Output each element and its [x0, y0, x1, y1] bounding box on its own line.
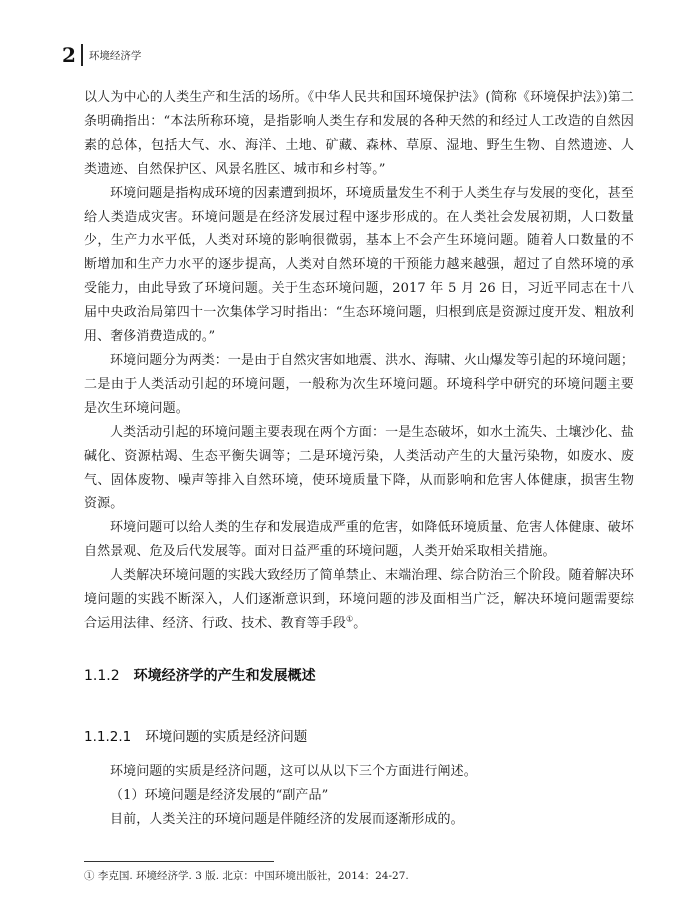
- paragraph-6: [84, 564, 634, 636]
- subsection-number: 1.1.2.1: [84, 729, 132, 745]
- subsection-heading-1-1-2-1: [84, 725, 307, 745]
- paragraph-1: 以人为中心的人类生产和生活的场所。《中华人民共和国环境保护法》(简称《环境保护法》)第二条明确指出：“本法所称环境，是指影响人类生存和发展的各种天然的和经过人工改造的自然因素的总体，包括大气、水、海洋、土地、矿藏、森林、草原、湿地、野生生物、自然遗迹、人类遗迹、自然保护区、风景名胜区、城市和乡村等。”: [84, 90, 634, 177]
- subsection-title: 环境问题的实质是经济问题: [145, 729, 308, 745]
- subsection-body: [84, 760, 634, 832]
- running-header: [62, 42, 141, 68]
- page-number: 2: [62, 43, 76, 67]
- section-heading-1-1-2: [84, 665, 316, 685]
- subsection-paragraph-1: 环境问题的实质是经济问题，这可以从以下三个方面进行阐述。: [110, 764, 477, 779]
- subsection-paragraph-2: （1）环境问题是经济发展的“副产品”: [110, 787, 329, 803]
- paragraph-3: 环境问题分为两类：一是由于自然灾害如地震、洪水、海啸、火山爆发等引起的环境问题；二是由于人类活动引起的环境问题，一般称为次生环境问题。环境科学中研究的环境问题主要是次生环境问题。: [84, 352, 635, 416]
- subsection-paragraph-3: 目前，人类关注的环境问题是伴随经济的发展而逐渐形成的。: [110, 811, 464, 827]
- section-number: 1.1.2: [84, 668, 120, 684]
- paragraph-6-text: 人类解决环境问题的实践大致经历了简单禁止、末端治理、综合防治三个阶段。随着解决环境问题的实践不断深入，人们逐渐意识到，环境问题的涉及面相当广泛，解决环境问题需要综合运用法律、经济、行政、技术、教育等手段: [84, 568, 635, 631]
- paragraph-6-end: 。: [353, 615, 367, 631]
- section-title: 环境经济学的产生和发展概述: [133, 668, 316, 684]
- footnote: ① 李克国. 环境经济学. 3 版. 北京：中国环境出版社，2014：24-27.: [84, 870, 409, 882]
- header-divider: [81, 44, 83, 66]
- body-text: [84, 86, 634, 636]
- running-title: 环境经济学: [88, 49, 142, 62]
- paragraph-2: 环境问题是指构成环境的因素遭到损坏，环境质量发生不利于人类生存与发展的变化，甚至给人类造成灾害。环境问题是在经济发展过程中逐步形成的。在人类社会发展初期，人口数量少，生产力水平低，人类对环境的影响很微弱，基本上不会产生环境问题。随着人口数量的不断增加和生产力水平的逐步提高，人类对自然环境的干预能力越来越强，超过了自然环境的承受能力，由此导致了环境问题。关于生态环境问题，2017 年 5 月 26 日，习近平同志在十八届中央政治局第四十一次集体学习时指出：“生态环境问题，归根到底是资源过度开发、粗放利用、奢侈消费造成的。”: [84, 185, 635, 345]
- paragraph-5: 环境问题可以给人类的生存和发展造成严重的危害，如降低环境质量、危害人体健康、破坏自然景观、危及后代发展等。面对日益严重的环境问题，人类开始采取相关措施。: [84, 520, 635, 560]
- paragraph-4: 人类活动引起的环境问题主要表现在两个方面：一是生态破坏，如水土流失、土壤沙化、盐碱化、资源枯竭、生态平衡失调等；二是环境污染，人类活动产生的大量污染物，如废水、废气、固体废物、噪声等排入自然环境，使环境质量下降，从而影响和危害人体健康，损害生物资源。: [84, 424, 635, 512]
- footnote-reference[interactable]: ①: [346, 614, 354, 624]
- footnote-divider: [84, 861, 274, 862]
